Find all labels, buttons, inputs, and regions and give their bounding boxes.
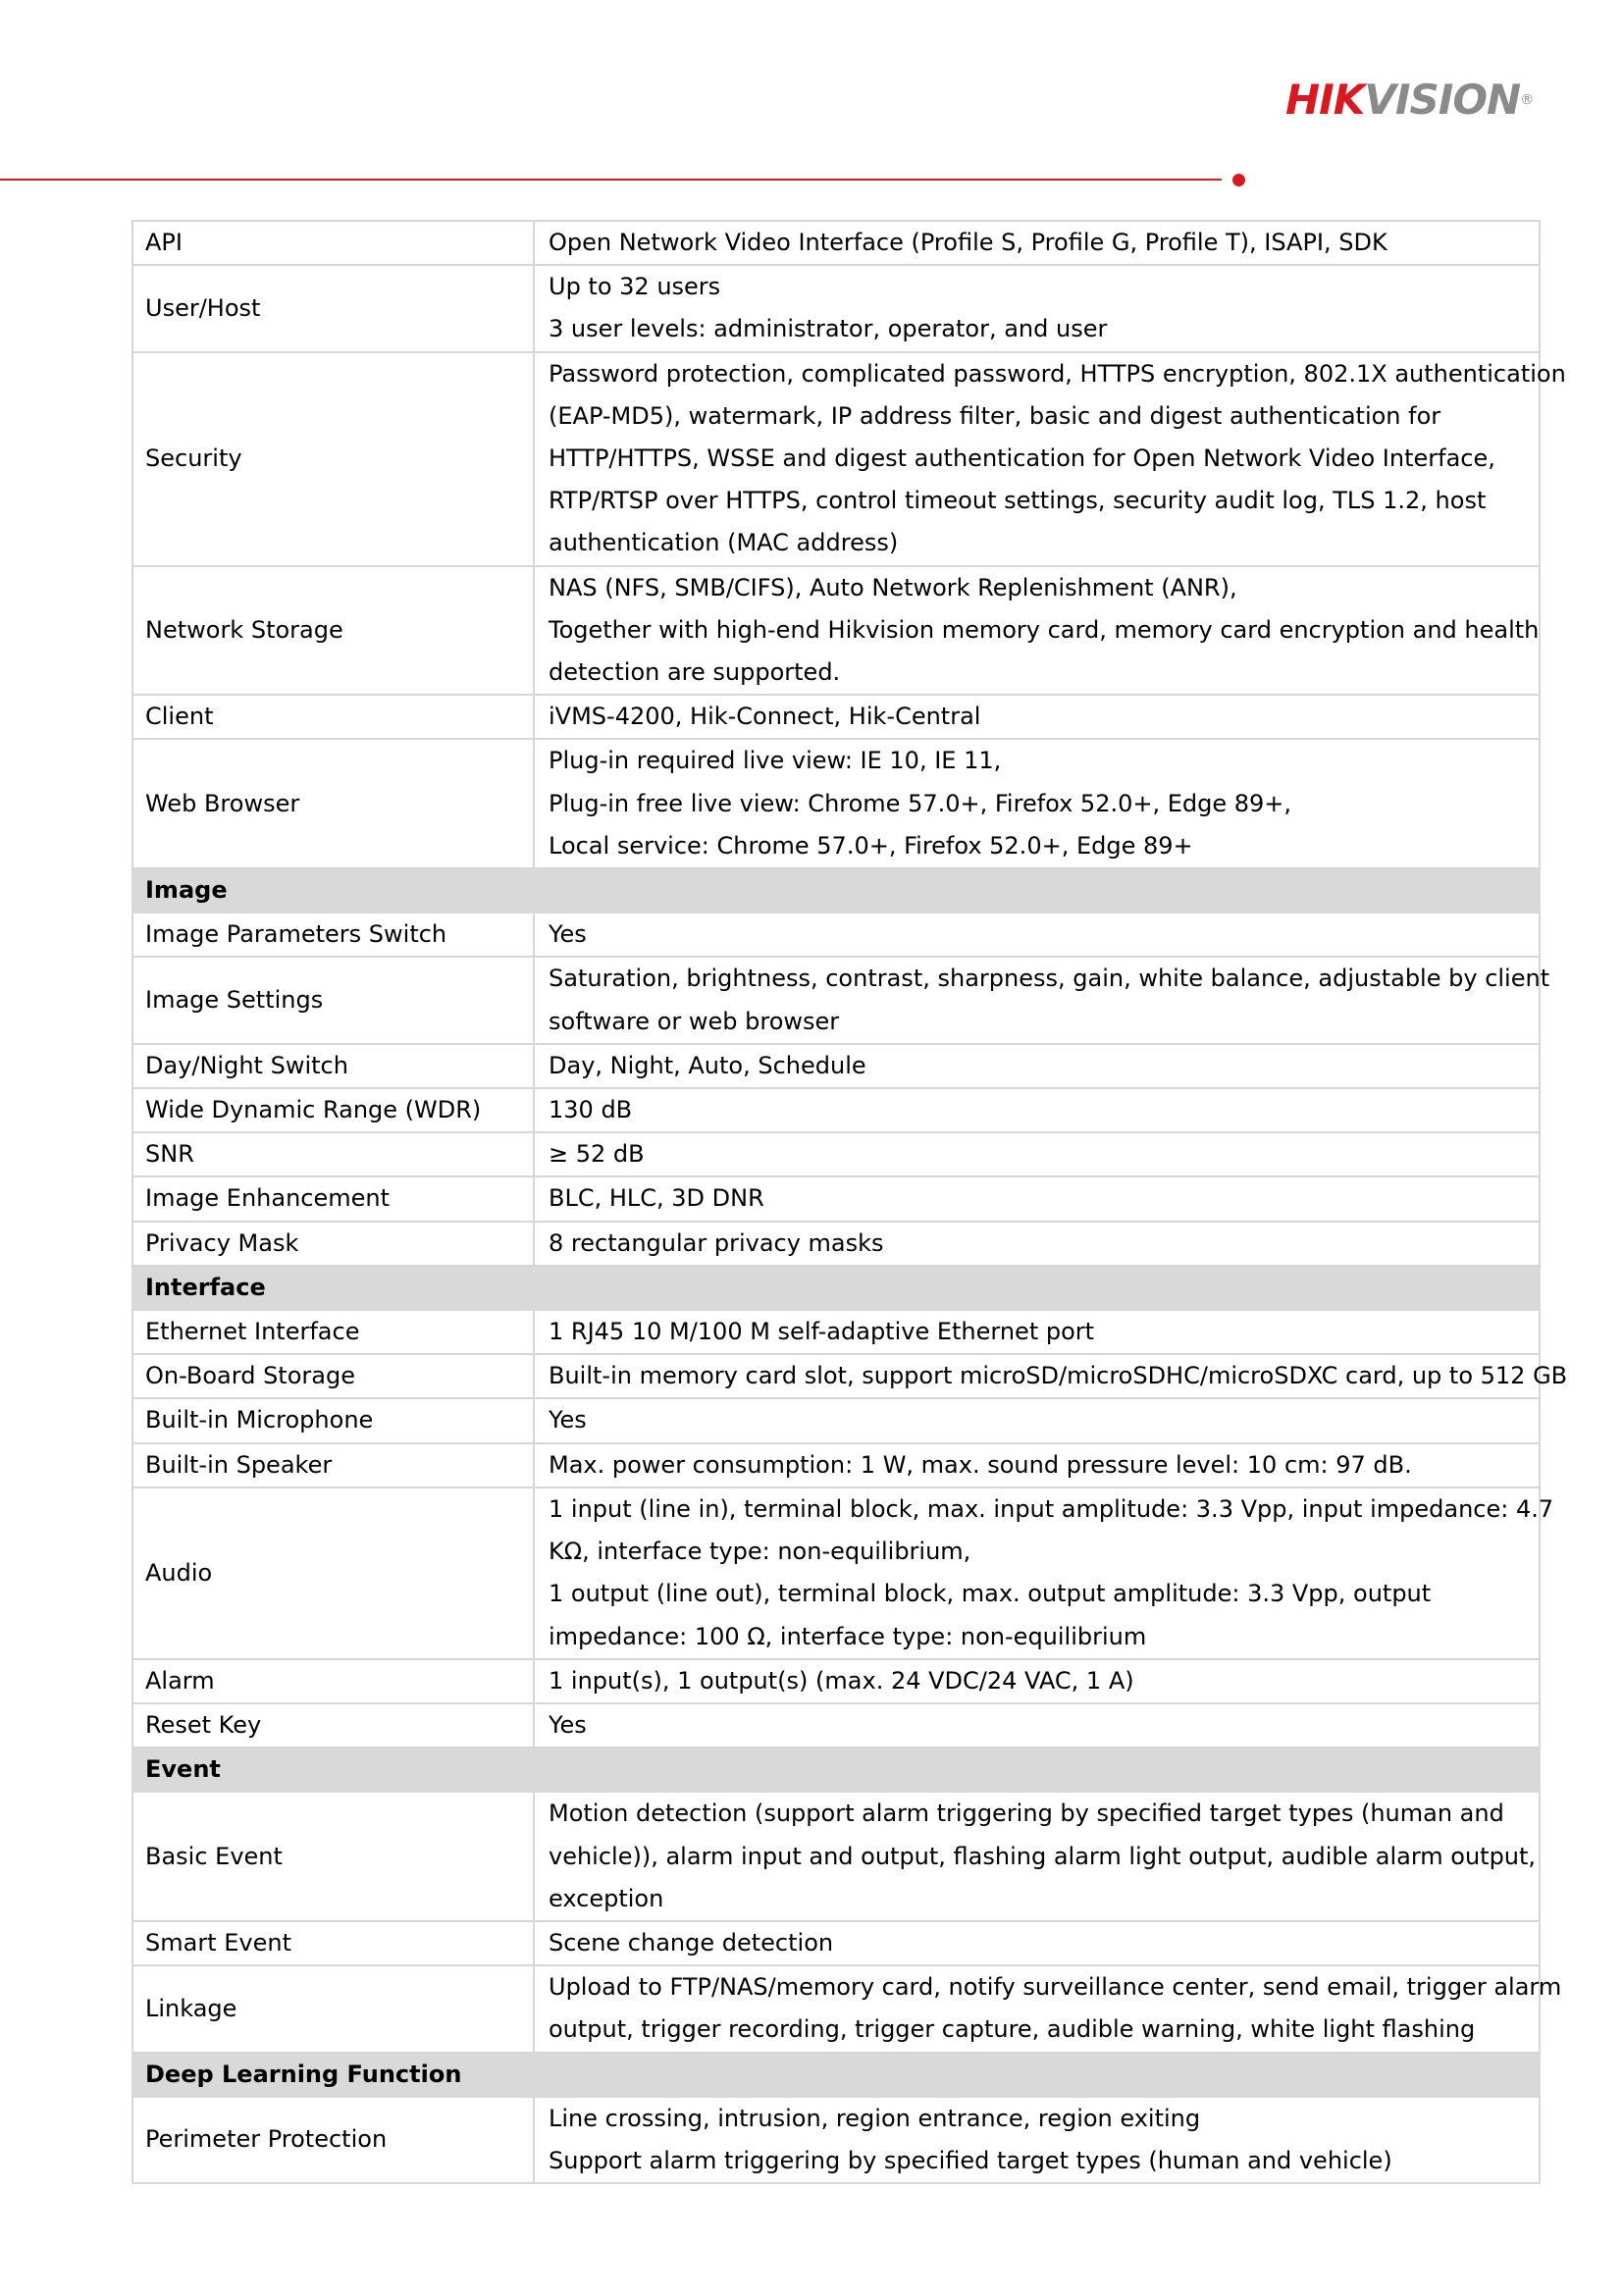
spec-value-line: detection are supported.	[549, 658, 841, 687]
spec-label: Security	[132, 352, 534, 566]
spec-label: Client	[132, 695, 534, 739]
spec-value-line: authentication (MAC address)	[549, 529, 899, 557]
spec-value-line: Yes	[549, 1710, 587, 1739]
spec-value-line: 1 input (line in), terminal block, max. input amplitude: 3.3 Vpp, input impedance: 4.7	[549, 1494, 1554, 1523]
spec-label: Alarm	[132, 1659, 534, 1703]
section-header-row	[132, 2053, 1540, 2097]
spec-row	[132, 1965, 1540, 2052]
spec-label: Ethernet Interface	[132, 1310, 534, 1354]
logo-text-vision: VISION	[1364, 76, 1521, 124]
spec-value-line: KΩ, interface type: non-equilibrium,	[549, 1538, 971, 1566]
spec-label: Wide Dynamic Range (WDR)	[132, 1088, 534, 1132]
spec-value-line: Together with high-end Hikvision memory card, memory card encryption and health	[549, 615, 1540, 644]
section-header: Event	[132, 1748, 1540, 1792]
spec-value-line: Plug-in free live view: Chrome 57.0+, Firefox 52.0+, Edge 89+,	[549, 789, 1292, 817]
spec-value-line: Motion detection (support alarm triggering by specified target types (human and	[549, 1800, 1504, 1828]
spec-row	[132, 1792, 1540, 1921]
spec-label: Image Parameters Switch	[132, 913, 534, 957]
spec-label: Linkage	[132, 1965, 534, 2052]
spec-row	[132, 1132, 1540, 1176]
spec-value	[534, 221, 1540, 265]
spec-label: Smart Event	[132, 1921, 534, 1965]
spec-value	[534, 913, 1540, 957]
spec-row	[132, 1088, 1540, 1132]
specification-table-body	[132, 221, 1568, 2183]
spec-label: Built-in Speaker	[132, 1443, 534, 1487]
spec-label: On-Board Storage	[132, 1354, 534, 1398]
section-header-row	[132, 1266, 1540, 1310]
spec-value-line: HTTP/HTTPS, WSSE and digest authentication for Open Network Video Interface,	[549, 444, 1495, 473]
spec-value-line: Upload to FTP/NAS/memory card, notify surveillance center, send email, trigger alarm	[549, 1973, 1562, 2002]
spec-row	[132, 566, 1540, 696]
hikvision-logo	[1285, 71, 1560, 130]
spec-label: Basic Event	[132, 1792, 534, 1921]
spec-value	[534, 1965, 1562, 2052]
spec-row	[132, 1354, 1540, 1398]
spec-row	[132, 695, 1540, 739]
spec-row	[132, 352, 1540, 566]
spec-row	[132, 1044, 1540, 1088]
spec-value	[534, 739, 1540, 868]
section-header: Interface	[132, 1266, 1540, 1310]
section-header: Deep Learning Function	[132, 2053, 1540, 2097]
spec-value	[534, 2097, 1540, 2183]
spec-label: User/Host	[132, 265, 534, 351]
spec-row	[132, 1921, 1540, 1965]
spec-label: Privacy Mask	[132, 1222, 534, 1266]
spec-value	[534, 1443, 1540, 1487]
spec-value-line: exception	[549, 1884, 664, 1912]
spec-value-line: Line crossing, intrusion, region entrance, region exiting	[549, 2104, 1201, 2132]
header-divider-line	[0, 179, 1222, 181]
spec-value-line: 1 RJ45 10 M/100 M self-adaptive Ethernet port	[549, 1318, 1095, 1346]
spec-row	[132, 265, 1540, 351]
spec-value-line: 3 user levels: administrator, operator, and user	[549, 315, 1108, 343]
section-header: Image	[132, 868, 1540, 913]
spec-value-line: Password protection, complicated password, HTTPS encryption, 802.1X authentication	[549, 359, 1566, 388]
spec-value	[534, 1310, 1540, 1354]
spec-value-line: BLC, HLC, 3D DNR	[549, 1184, 764, 1213]
specification-table	[131, 220, 1568, 2184]
spec-value-line: Day, Night, Auto, Schedule	[549, 1051, 866, 1079]
spec-value-line: NAS (NFS, SMB/CIFS), Auto Network Replenishment (ANR),	[549, 573, 1237, 601]
spec-value-line: 1 output (line out), terminal block, max. output amplitude: 3.3 Vpp, output	[549, 1580, 1432, 1608]
spec-value-line: 8 rectangular privacy masks	[549, 1228, 884, 1257]
spec-value-line: Open Network Video Interface (Profile S, Profile G, Profile T), ISAPI, SDK	[549, 229, 1387, 256]
spec-value-line: (EAP-MD5), watermark, IP address filter, basic and digest authentication for	[549, 401, 1441, 430]
spec-row	[132, 1443, 1540, 1487]
spec-value-line: Max. power consumption: 1 W, max. sound pressure level: 10 cm: 97 dB.	[549, 1450, 1412, 1479]
spec-value	[534, 957, 1550, 1043]
spec-value-line: Up to 32 users	[549, 273, 721, 301]
spec-value-line: Scene change detection	[549, 1928, 834, 1957]
spec-value-line: Saturation, brightness, contrast, sharpness, gain, white balance, adjustable by client	[549, 965, 1550, 993]
spec-label: Reset Key	[132, 1703, 534, 1748]
spec-label: Web Browser	[132, 739, 534, 868]
spec-row	[132, 1310, 1540, 1354]
spec-value	[534, 1088, 1540, 1132]
spec-label: Network Storage	[132, 566, 534, 696]
spec-row	[132, 1176, 1540, 1221]
spec-label: SNR	[132, 1132, 534, 1176]
spec-label: Image Enhancement	[132, 1176, 534, 1221]
spec-value	[534, 1176, 1540, 1221]
spec-value	[534, 1354, 1568, 1398]
spec-label: Day/Night Switch	[132, 1044, 534, 1088]
spec-row	[132, 221, 1540, 265]
spec-label: Perimeter Protection	[132, 2097, 534, 2183]
spec-row	[132, 2097, 1540, 2183]
logo-registered-mark: ®	[1520, 92, 1534, 108]
spec-value-line: RTP/RTSP over HTTPS, control timeout settings, security audit log, TLS 1.2, host	[549, 487, 1487, 515]
spec-value	[534, 1792, 1540, 1921]
spec-value-line: Support alarm triggering by specified target types (human and vehicle)	[549, 2146, 1392, 2174]
spec-value-line: output, trigger recording, trigger capture, audible warning, white light flashing	[549, 2015, 1476, 2044]
spec-label: Image Settings	[132, 957, 534, 1043]
logo-text-hik: HIK	[1285, 76, 1365, 124]
spec-row	[132, 1222, 1540, 1266]
spec-value	[534, 566, 1540, 696]
spec-value	[534, 1659, 1540, 1703]
spec-row	[132, 1659, 1540, 1703]
spec-value	[534, 352, 1566, 566]
spec-label: Audio	[132, 1487, 534, 1659]
spec-value	[534, 1132, 1540, 1176]
spec-value-line: impedance: 100 Ω, interface type: non-equilibrium	[549, 1622, 1147, 1650]
spec-value-line: Yes	[549, 1406, 587, 1435]
spec-value	[534, 1222, 1540, 1266]
spec-row	[132, 957, 1540, 1043]
spec-row	[132, 913, 1540, 957]
spec-value	[534, 1487, 1554, 1659]
spec-value-line: Yes	[549, 920, 587, 949]
spec-value	[534, 1703, 1540, 1748]
spec-row	[132, 739, 1540, 868]
spec-value-line: 130 dB	[549, 1096, 633, 1124]
spec-value	[534, 265, 1540, 351]
spec-value	[534, 1921, 1540, 1965]
section-header-row	[132, 1748, 1540, 1792]
spec-value-line: software or web browser	[549, 1007, 840, 1035]
spec-row	[132, 1487, 1540, 1659]
spec-value	[534, 695, 1540, 739]
spec-value	[534, 1398, 1540, 1442]
spec-label: API	[132, 221, 534, 265]
spec-value-line: iVMS-4200, Hik-Connect, Hik-Central	[549, 703, 981, 731]
spec-row	[132, 1703, 1540, 1748]
spec-value-line: Built-in memory card slot, support microSD/microSDHC/microSDXC card, up to 512 GB	[549, 1362, 1568, 1390]
spec-value-line: Plug-in required live view: IE 10, IE 11,	[549, 747, 1002, 775]
section-header-row	[132, 868, 1540, 913]
spec-value-line: vehicle)), alarm input and output, flashing alarm light output, audible alarm output,	[549, 1842, 1537, 1870]
spec-row	[132, 1398, 1540, 1442]
spec-value-line: ≥ 52 dB	[549, 1140, 645, 1169]
spec-value-line: 1 input(s), 1 output(s) (max. 24 VDC/24 VAC, 1 A)	[549, 1666, 1134, 1695]
spec-label: Built-in Microphone	[132, 1398, 534, 1442]
spec-value	[534, 1044, 1540, 1088]
spec-value-line: Local service: Chrome 57.0+, Firefox 52.0+, Edge 89+	[549, 831, 1193, 860]
header-divider-dot	[1232, 174, 1245, 186]
